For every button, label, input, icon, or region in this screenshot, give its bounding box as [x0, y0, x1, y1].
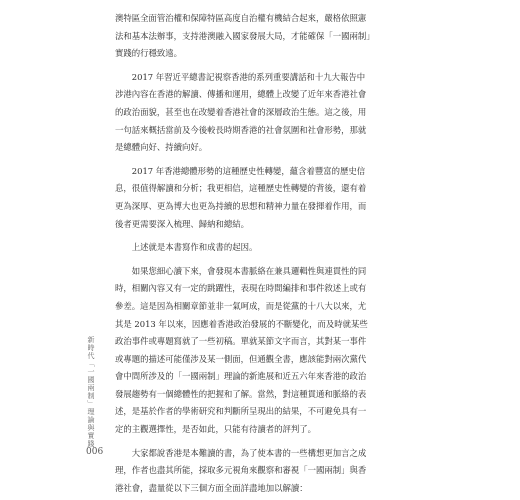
paragraph — [115, 69, 445, 157]
text-line: 一句話來概括當前及今後較長時期香港的社會氛圍和社會形勢，那就 — [115, 124, 367, 135]
text-line: 息，很值得解讀和分析；我更相信，這種歷史性轉變的背後，還有着 — [115, 183, 367, 194]
text-line: 參差。這是因為相關章節並非一氣呵成，而是從黨的十八大以來，尤 — [115, 300, 367, 311]
text-line: 如果您細心讀下來，會發現本書脈絡在兼具邏輯性與連貫性的同 — [131, 265, 367, 276]
paragraph — [115, 445, 445, 498]
text-line: 發展趨勢有一個總體性的把握和了解。當然，對這種貫通和脈絡的表 — [115, 388, 367, 399]
paragraph — [115, 263, 445, 439]
paragraph — [115, 10, 445, 63]
text-line: 澳特區全面管治權和保障特區高度自治權有機結合起來，嚴格依照憲 — [115, 13, 367, 23]
text-line: 或專題的描述可能僅涉及某一側面，但通觀全書，應該能對兩次黨代 — [115, 353, 367, 364]
text-line: 上述就是本書寫作和成書的起因。 — [131, 242, 258, 253]
text-line: 定的主觀選擇性，是否如此，只能有待讀者的評判了。 — [115, 424, 316, 435]
text-line: 其是 2013 年以來，因應着香港政治發展的不斷變化，而及時就某些 — [115, 318, 368, 329]
text-line: 大家都說香港是本難讀的書，為了使本書的一些構想更加言之成 — [131, 447, 367, 458]
text-line: 更為深厚、更為博大也更為持續的思想和精神力量在發揮着作用，而 — [115, 200, 367, 211]
text-line: 政治事件或專題寫就了一些初稿。單就某節文字而言，其對某一事件 — [115, 336, 367, 347]
text-line: 港社會，盡量從以下三個方面全面詳盡地加以解讀： — [115, 482, 308, 493]
text-line: 的政治面貌，甚至也在改變着香港社會的深層政治生態。這之後，用 — [115, 106, 367, 117]
paragraph — [115, 239, 445, 257]
body-text — [115, 10, 445, 497]
text-line: 會中間所涉及的「一國兩制」理論的新進展和近五六年來香港的政治 — [115, 371, 367, 382]
text-line: 實踐的行穩致遠。 — [115, 48, 182, 59]
running-side-title: 新時代「一國兩制」理論與實踐 — [87, 336, 95, 448]
text-line: 述，是基於作者的學術研究和判斷所呈現出的結果，不可避免具有一 — [115, 406, 367, 417]
paragraph — [115, 163, 445, 233]
text-line: 時，相關內容又有一定的跳躍性，表現在時間編排和事件敘述上或有 — [115, 283, 367, 294]
text-line: 理，作者也盡其所能，採取多元視角來觀察和審視「一國兩制」與香 — [115, 465, 367, 476]
text-line: 後者更需要深入梳理、歸納和總結。 — [115, 218, 249, 229]
text-line: 涉港內容在香港的解讀、傳播和運用，總體上改變了近年來香港社會 — [115, 89, 367, 100]
text-line: 2017 年習近平總書記視察香港的系列重要講話和十九大報告中 — [131, 71, 366, 82]
text-line: 是總體向好、持續向好。 — [115, 142, 208, 153]
text-line: 法和基本法辦事，支持港澳融入國家發展大局，才能確保「一國兩制」 — [115, 30, 375, 41]
page-number: 006 — [86, 447, 104, 457]
text-line: 2017 年香港總體形勢的這種歷史性轉變，蘊含着豐富的歷史信 — [131, 165, 366, 176]
